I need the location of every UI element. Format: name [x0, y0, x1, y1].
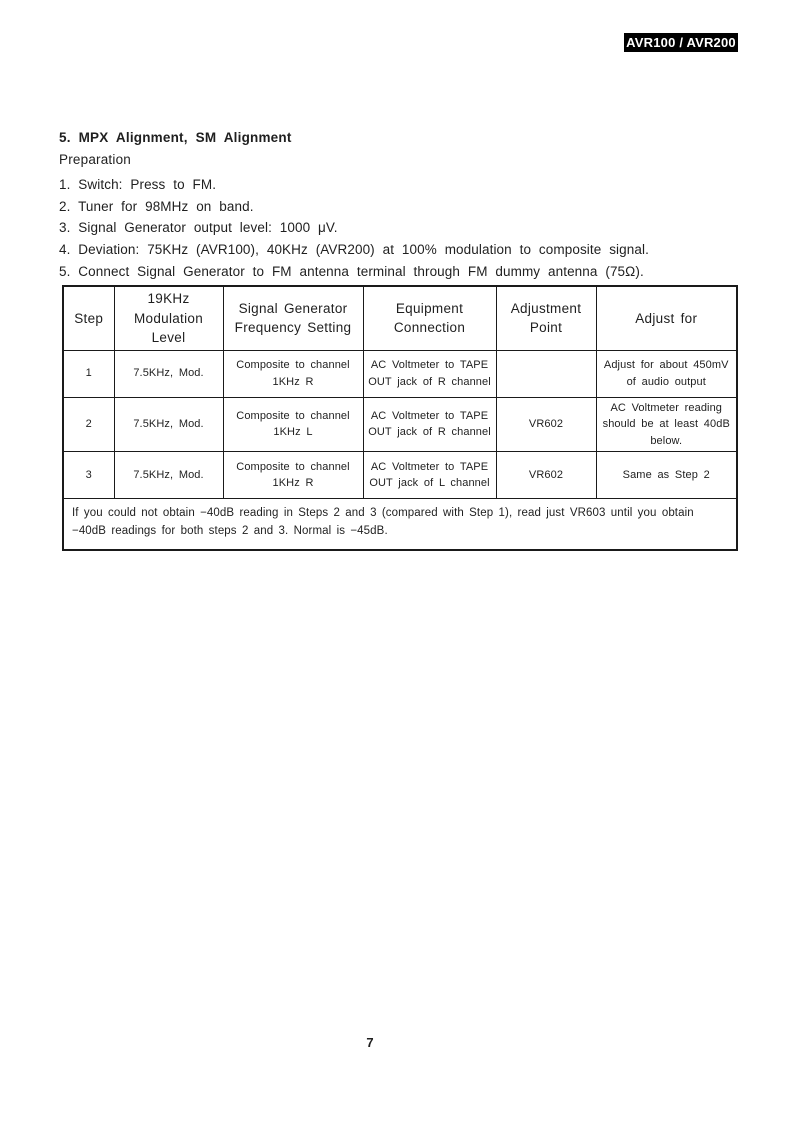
row2-adjustment-point: VR602 [496, 397, 596, 452]
row2-modulation: 7.5KHz, Mod. [114, 397, 223, 452]
header-adjust-for: Adjust for [596, 286, 737, 350]
header-adjustment-point: Adjustment Point [496, 286, 596, 350]
preparation-steps [59, 174, 649, 283]
row3-connection: AC Voltmeter to TAPE OUT jack of L channel [363, 452, 496, 499]
note-line-1: If you could not obtain −40dB reading in Steps 2 and 3 (compared with Step 1), read just VR603 until you obtain [72, 507, 694, 519]
row3-modulation: 7.5KHz, Mod. [114, 452, 223, 499]
row3-step: 3 [63, 452, 114, 499]
row1-frequency: Composite to channel 1KHz R [223, 350, 363, 397]
section-title: 5. MPX Alignment, SM Alignment [59, 130, 292, 145]
prep-step-1: 1. Switch: Press to FM. [59, 177, 217, 192]
table-header-row [63, 286, 737, 350]
row3-adjustment-point: VR602 [496, 452, 596, 499]
table-row-step1 [63, 350, 737, 397]
prep-step-4: 4. Deviation: 75KHz (AVR100), 40KHz (AVR200) at 100% modulation to composite signal. [59, 242, 649, 258]
row1-step: 1 [63, 350, 114, 397]
row1-modulation: 7.5KHz, Mod. [114, 350, 223, 397]
table-note-row [63, 499, 737, 550]
row1-connection: AC Voltmeter to TAPE OUT jack of R channel [363, 350, 496, 397]
prep-step-5: 5. Connect Signal Generator to FM antenna terminal through FM dummy antenna (75Ω). [59, 263, 644, 279]
prep-step-3: 3. Signal Generator output level: 1000 μV. [59, 220, 338, 236]
row2-step: 2 [63, 397, 114, 452]
header-generator-frequency: Signal Generator Frequency Setting [223, 286, 363, 350]
preparation-label: Preparation [59, 152, 131, 167]
row3-frequency: Composite to channel 1KHz R [223, 452, 363, 499]
row2-frequency: Composite to channel 1KHz L [223, 397, 363, 452]
prep-step-2: 2. Tuner for 98MHz on band. [59, 198, 254, 214]
note-line-2: −40dB readings for both steps 2 and 3. Normal is −45dB. [72, 524, 388, 537]
table-note [63, 499, 737, 550]
table-row-step2 [63, 397, 737, 452]
header-modulation-level: 19KHz Modulation Level [114, 286, 223, 350]
row1-adjust-for: Adjust for about 450mV of audio output [596, 350, 737, 397]
header-equipment-connection: Equipment Connection [363, 286, 496, 350]
row1-adjustment-point [496, 350, 596, 397]
table-row-step3 [63, 452, 737, 499]
row3-adjust-for: Same as Step 2 [596, 452, 737, 499]
header-step: Step [63, 286, 114, 350]
row2-adjust-for: AC Voltmeter reading should be at least 40dB below. [596, 397, 737, 452]
alignment-table [62, 285, 738, 551]
model-badge: AVR100 / AVR200 [624, 33, 738, 52]
row2-connection: AC Voltmeter to TAPE OUT jack of R channel [363, 397, 496, 452]
page-number: 7 [366, 1035, 374, 1050]
